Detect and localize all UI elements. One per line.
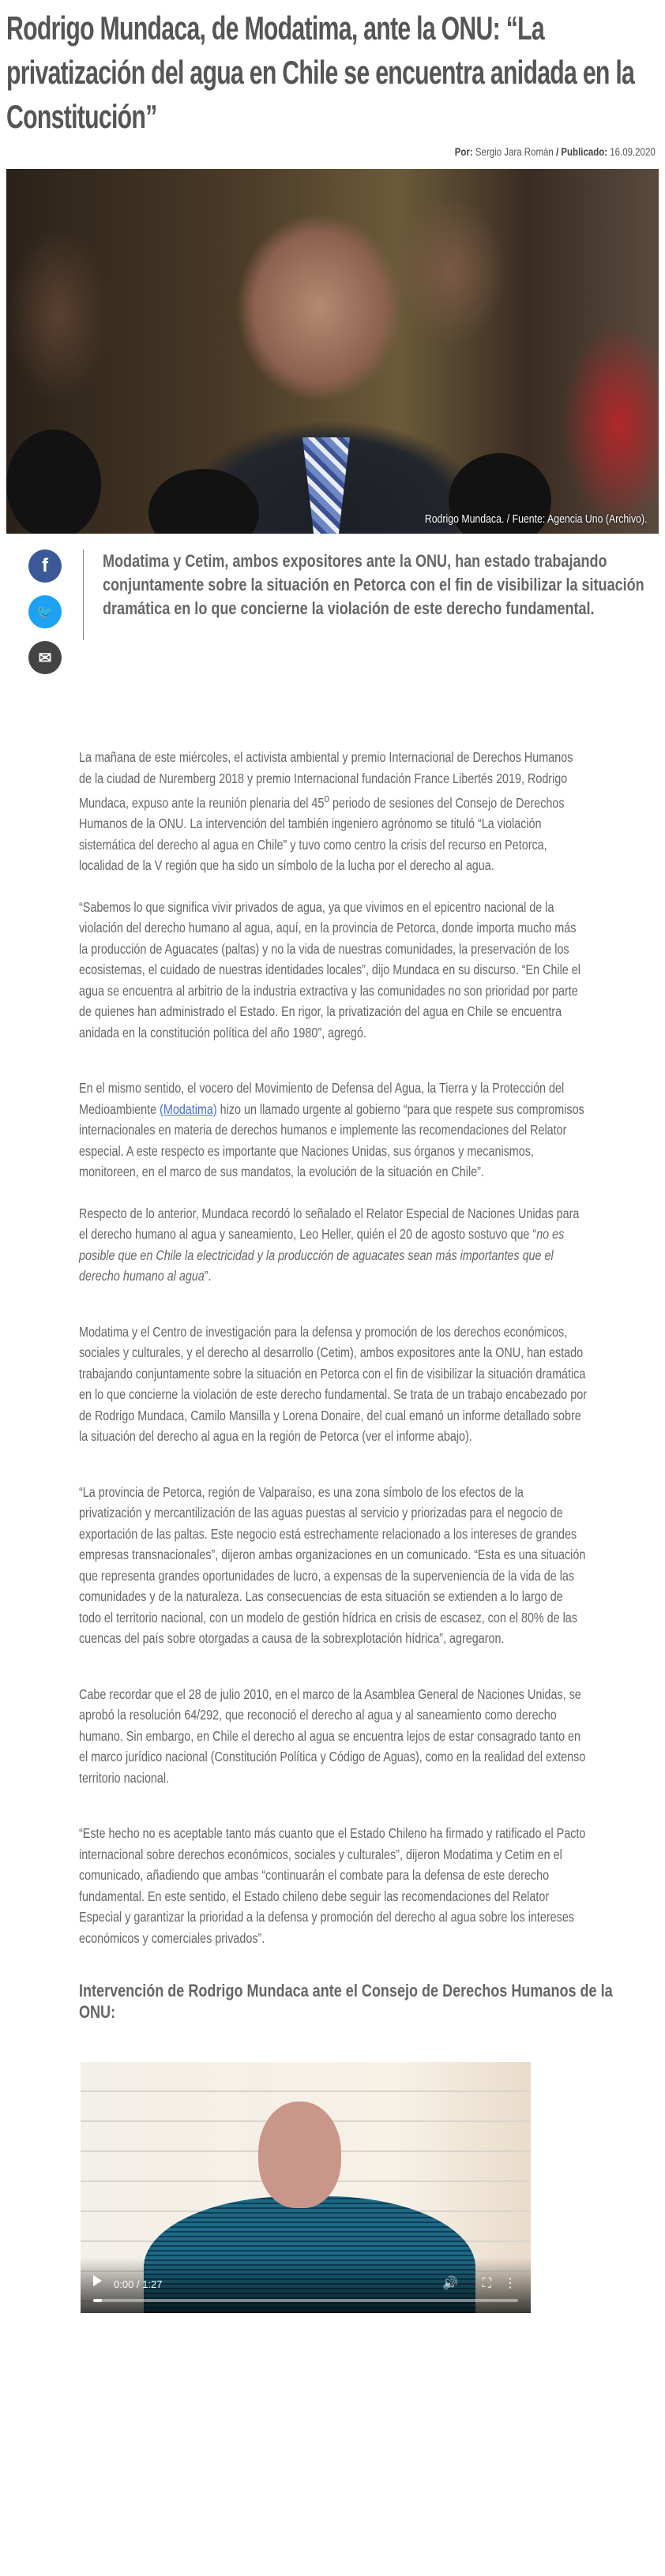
paragraph [79, 1078, 588, 1183]
facebook-icon: f [42, 555, 48, 576]
video-frame-face [258, 2102, 341, 2208]
video-player[interactable] [81, 2062, 531, 2313]
byline [455, 145, 656, 158]
article-body [79, 747, 588, 1948]
superscript: o [324, 793, 329, 805]
author-name[interactable]: Sergio Jara Román [475, 145, 554, 158]
author-label: Por: [455, 145, 473, 158]
lead-section [0, 549, 665, 692]
paragraph [79, 1203, 588, 1287]
volume-icon[interactable]: 🔊 [442, 2277, 458, 2291]
share-buttons [28, 549, 62, 687]
twitter-share-button[interactable] [28, 595, 62, 628]
hero-image [6, 169, 659, 534]
paragraph-text: hizo un llamado urgente al gobierno “para que respete sus compromisos internacionales en materia de derechos humanos e implemente las recomendaciones del Relator especial. A este respecto es importante que Naciones Unidas, sus órganos y mecanismos, monitoreen, en el marco de sus mandatos, la evolución de la situación en Chile”. [79, 1101, 584, 1180]
video-heading: Intervención de Rodrigo Mundaca ante el Consejo de Derechos Humanos de la ONU: [79, 1981, 613, 2023]
paragraph-text: Respecto de lo anterior, Mundaca recordó lo señalado el Relator Especial de Naciones Unidas para el derecho humano al agua y saneamiento, Leo Heller, quién el 20 de agosto sostuvo que “ [79, 1205, 580, 1243]
hero-caption: Rodrigo Mundaca. / Fuente: Agencia Uno (Archivo). [425, 512, 648, 526]
microphone-shape [148, 469, 259, 534]
video-controls [81, 2258, 531, 2313]
quote-italic: no es posible que en Chile la electricidad y la producción de aguacates sean más importantes que el derecho humano al agua [79, 1226, 565, 1284]
paragraph: Cabe recordar que el 28 de julio 2010, en el marco de la Asamblea General de Naciones Unidas, se aprobó la resolución 64/292, que reconoció el derecho al agua y al saneamiento como derecho humano. Sin embargo, en Chile el derecho al agua se encuentra lejos de estar consagrado tanto en el marco jurídico nacional (Constitución Política y Código de Aguas), como en la realidad del extenso territorio nacional. [79, 1685, 586, 1786]
play-icon[interactable] [93, 2275, 102, 2286]
article-title: Rodrigo Mundaca, de Modatima, ante la ONU: “La privatización del agua en Chile se encuentra anidada en la Constitución” [6, 9, 635, 135]
paragraph-text: En el mismo sentido, el vocero del Movimiento de Defensa del Agua, la Tierra y la Protección del Medioambiente [79, 1080, 565, 1117]
video-time: 0:00 / 1:27 [114, 2278, 163, 2291]
email-share-button[interactable] [28, 641, 62, 674]
paragraph: Modatima y el Centro de investigación para la defensa y promoción de los derechos económicos, sociales y culturales, y el derecho al desarrollo (Cetim), ambos expositores ante la ONU, han estado trabajando conjuntamente sobre la situación en Petorca con el fin de visibilizar la situación dramática en lo que concierne la violación de este derecho fundamental. Se trata de un trabajo encabezado por de Rodrigo Mundaca, Camilo Mansilla y Lorena Donaire, del cual emanó un informe detallado sobre la situación del derecho al agua en la región de Petorca (ver el informe abajo). [79, 1323, 588, 1445]
paragraph: “Este hecho no es aceptable tanto más cuanto que el Estado Chileno ha firmado y ratificado el Pacto internacional sobre derechos económicos, sociales y culturales”, dijeron Modatima y Cetim en el comunicado, añadiendo que ambas “continuarán el combate para la defensa de este derecho fundamental. En este sentido, el Estado chileno debe seguir las recomendaciones del Relator Especial y garantizar la prioridad a la defensa y promoción del derecho al agua sobre los intereses económicos y comerciales privados”. [79, 1825, 586, 1946]
paragraph-text: periodo de sesiones del Consejo de Derechos Humanos de la ONU. La intervención del también ingeniero agrónomo se tituló “La violación sistemática del derecho al agua en Chile” y tuvo como centro la crisis del recurso en Petorca, localidad de la V región que ha sido un símbolo de la lucha por el derecho al agua. [79, 794, 565, 874]
more-options-icon[interactable]: ⋮ [504, 2277, 517, 2291]
email-icon: ✉ [38, 649, 52, 667]
video-progress-fill [93, 2299, 102, 2302]
hero-shirt-detail [267, 437, 385, 534]
facebook-share-button[interactable] [28, 549, 62, 583]
paragraph: “Sabemos lo que significa vivir privados de agua, ya que vivimos en el epicentro nacional de la violación del derecho humano al agua, aquí, en la provincia de Petorca, donde importa mucho más la producción de Aguacates (paltas) y no la vida de nuestras comunidades, la preservación de los ecosistemas, el cuidado de nuestras identidades locales”, dijo Mundaca en su discurso. “En Chile el agua se encuentra al arbitrio de la industria extractiva y las comunidades no son prioridad por parte de quienes han administrado el Estado. En rigor, la privatización del agua en Chile se encuentra anidada en la constitución política del año 1980”, agregó. [79, 898, 580, 1041]
microphone-shape [6, 429, 101, 534]
published-label: Publicado: [561, 145, 608, 158]
paragraph-text: ”. [204, 1268, 212, 1284]
published-date: 16.09.2020 [610, 145, 656, 158]
lead-divider [83, 549, 84, 640]
video-progress-bar[interactable] [93, 2299, 518, 2302]
twitter-icon: 🐦 [36, 603, 54, 620]
paragraph: “La provincia de Petorca, región de Valparaíso, es una zona símbolo de los efectos de la privatización y mercantilización de las aguas puestas al servicio y priorizadas para el negocio de exportación de las paltas. Este negocio está estrechamente relacionado a los intereses de grandes empresas transnacionales”, dijeron ambas organizaciones en un comunicado. “Esta es una situación que representa grandes oportunidades de lucro, a expensas de la superveniencia de la vida de las comunidades y de la naturaleza. Las consecuencias de esta situación se extienden a lo largo de todo el territorio nacional, con un modelo de gestión hídrica en crisis de escasez, con el 80% de las cuencas del país sobre otorgadas a causa de la sobrexplotación hídrica”, agregaron. [79, 1483, 586, 1647]
paragraph-text: La mañana de este miércoles, el activista ambiental y premio Internacional de Derechos Humanos de la ciudad de Nuremberg 2018 y premio Internacional fundación France Libertés 2019, Rodrigo Mundaca, expuso ante la reunión plenaria del 45 [79, 749, 573, 811]
article-lead: Modatima y Cetim, ambos expositores ante la ONU, han estado trabajando conjuntamente sobre la situación en Petorca con el fin de visibilizar la situación dramática en lo que concierne la violación de este derecho fundamental. [103, 551, 644, 618]
paragraph [79, 747, 588, 876]
byline-separator: / [556, 145, 559, 158]
modatima-link[interactable]: (Modatima) [160, 1101, 217, 1117]
byline-row [0, 145, 665, 163]
fullscreen-icon[interactable]: ⛶ [482, 2277, 491, 2291]
